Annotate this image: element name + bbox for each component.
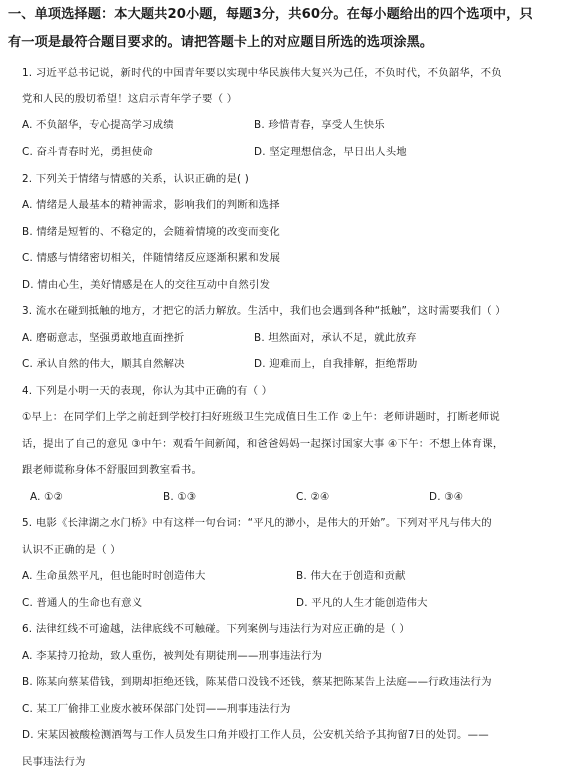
question-5-option-b: B. 伟大在于创造和贡献 (296, 570, 406, 582)
question-6-option-a: A. 李某持刀抢劫，致人重伤，被判处有期徒刑——刑事违法行为 (22, 650, 323, 662)
question-4-option-d: D. ③④ (429, 491, 464, 503)
question-4-option-c: C. ②④ (296, 491, 330, 503)
question-2-option-b: B. 情绪是短暂的、不稳定的，会随着情境的改变而变化 (22, 226, 280, 238)
question-2-option-c: C. 情感与情绪密切相关，伴随情绪反应逐渐积累和发展 (22, 252, 281, 264)
question-6-option-b: B. 陈某向蔡某借钱，到期却拒绝还钱，陈某借口没钱不还钱，蔡某把陈某告上法庭——行政违法行为 (22, 676, 492, 688)
section-heading-line-1: 一、单项选择题：本大题共20小题，每题3分，共60分。在每小题给出的四个选项中，只 (8, 7, 533, 22)
question-1-option-c: C. 奋斗青春时光，勇担使命 (22, 146, 153, 158)
question-2-stem: 2. 下列关于情绪与情感的关系，认识正确的是( ) (22, 173, 250, 185)
question-6-option-d-cont: 民事违法行为 (22, 756, 86, 768)
question-4-option-b: B. ①③ (163, 491, 197, 503)
question-4-option-a: A. ①② (30, 491, 64, 503)
question-3-option-a: A. 磨砺意志，坚强勇敢地直面挫折 (22, 332, 185, 344)
question-3-option-c: C. 承认自然的伟大，顺其自然解决 (22, 358, 185, 370)
question-5-stem-cont: 认识不正确的是（ ） (22, 544, 121, 556)
question-5-stem: 5. 电影《长津湖之水门桥》中有这样一句台词：“平凡的渺小，是伟大的开始”。下列对平凡与伟大的 (22, 517, 492, 529)
question-5-option-a: A. 生命虽然平凡，但也能时时创造伟大 (22, 570, 206, 582)
question-5-option-c: C. 普通人的生命也有意义 (22, 597, 143, 609)
question-6-stem: 6. 法律红线不可逾越，法律底线不可触碰。下列案例与违法行为对应正确的是（ ） (22, 623, 410, 635)
question-3-stem: 3. 流水在碰到抵触的地方，才把它的活力解放。生活中，我们也会遇到各种“抵触”，这时需要我们（ ） (22, 305, 506, 317)
question-2-option-d: D. 情由心生，美好情感是在人的交往互动中自然引发 (22, 279, 271, 291)
question-6-option-c: C. 某工厂偷排工业废水被环保部门处罚——刑事违法行为 (22, 703, 291, 715)
question-3-option-d: D. 迎难而上，自我排解，拒绝帮助 (254, 358, 418, 370)
question-1-option-d: D. 坚定理想信念，早日出人头地 (254, 146, 407, 158)
question-3-option-b: B. 坦然面对，承认不足，就此放弃 (254, 332, 417, 344)
question-1-stem-cont: 党和人民的殷切希望！这启示青年学子要（ ） (22, 93, 238, 105)
question-1-stem: 1. 习近平总书记说，新时代的中国青年要以实现中华民族伟大复兴为己任，不负时代，不负韶华，不负 (22, 67, 502, 79)
question-5-option-d: D. 平凡的人生才能创造伟大 (296, 597, 428, 609)
question-2-option-a: A. 情绪是人最基本的精神需求，影响我们的判断和选择 (22, 199, 280, 211)
question-4-body-1: ①早上：在同学们上学之前赶到学校打扫好班级卫生完成值日生工作 ②上午：老师讲题时，打断老师说 (22, 411, 500, 423)
question-1-option-b: B. 珍惜青春，享受人生快乐 (254, 119, 385, 131)
question-4-body-2: 话，提出了自己的意见 ③中午：观看午间新闻，和爸爸妈妈一起探讨国家大事 ④下午：不想上体育课， (22, 438, 504, 450)
question-4-body-3: 跟老师谎称身体不舒服回到教室看书。 (22, 464, 203, 476)
section-heading-line-2: 有一项是最符合题目要求的。请把答题卡上的对应题目所选的选项涂黑。 (8, 35, 434, 50)
question-4-stem: 4. 下列是小明一天的表现，你认为其中正确的有（ ） (22, 385, 273, 397)
question-6-option-d: D. 宋某因被酸检测酒驾与工作人员发生口角并殴打工作人员，公安机关给予其拘留7日的处罚。—— (22, 729, 489, 741)
question-1-option-a: A. 不负韶华，专心提高学习成绩 (22, 119, 174, 131)
